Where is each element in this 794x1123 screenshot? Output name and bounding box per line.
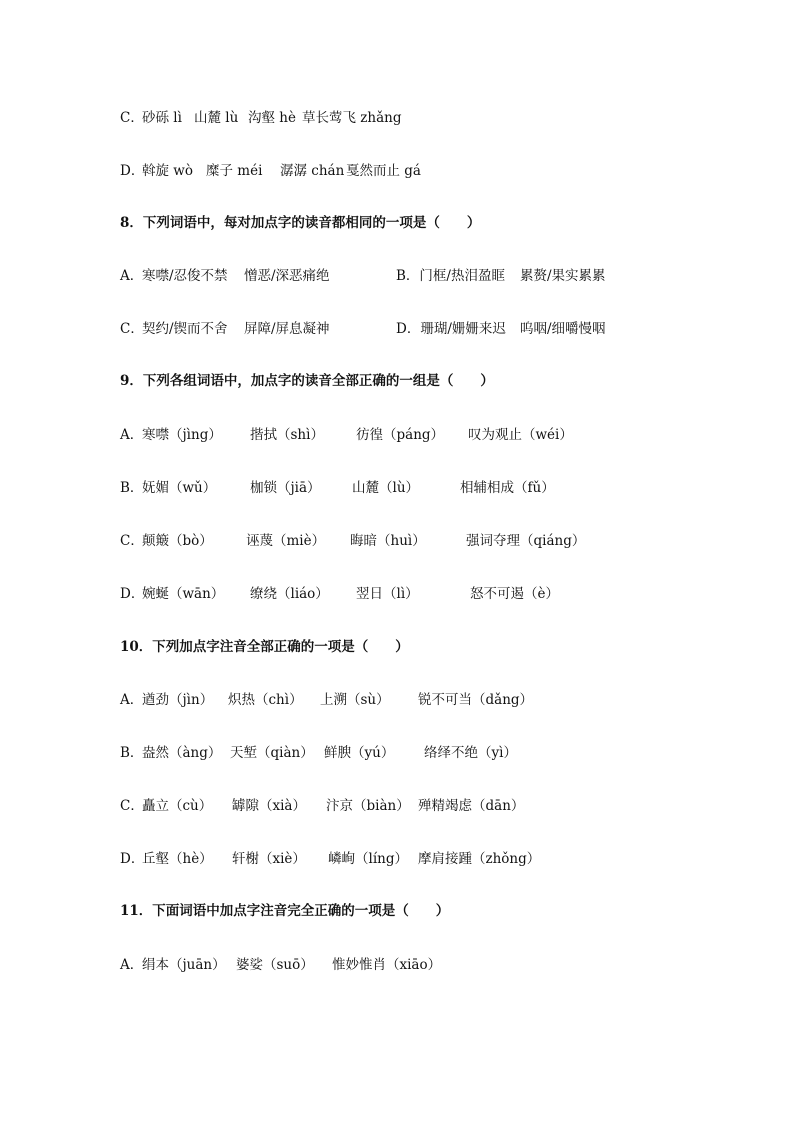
option-item: 锐不可当（dǎng） (418, 692, 534, 708)
option-item: 呜咽/细嚼慢咽 (520, 321, 606, 337)
option-d-q10 (120, 849, 760, 869)
option-d-q7 (120, 161, 760, 181)
option-item: 汴京（biàn） (326, 798, 410, 814)
option-item: 斡旋 wò (142, 163, 193, 179)
question-9: 9．下列各组词语中，加点字的读音全部正确的一组是（ ） (120, 373, 494, 389)
question-8: 8．下列词语中，每对加点字的读音都相同的一项是（ ） (120, 215, 481, 231)
option-item: 遒劲（jìn） (142, 692, 214, 708)
option-item: 盎然（àng） (142, 745, 222, 761)
option-item: 契约/锲而不舍 (142, 321, 228, 337)
option-item: 彷徨（páng） (356, 427, 445, 443)
option-label: B． (120, 480, 144, 496)
option-label: A． (120, 957, 144, 973)
option-item: 丘壑（hè） (142, 851, 213, 867)
option-label: D． (120, 163, 145, 179)
option-item: 晦暗（huì） (350, 533, 426, 549)
option-item: 叹为观止（wéi） (468, 427, 573, 443)
option-label: C． (120, 533, 144, 549)
option-item: 砂砾 lì (142, 110, 182, 126)
option-item: 翌日（lì） (356, 586, 419, 602)
option-item: 沟壑 hè (248, 110, 296, 126)
option-item: 草长莺飞 zhǎng (302, 110, 402, 126)
option-item: 络绎不绝（yì） (424, 745, 517, 761)
option-item: 罅隙（xià） (232, 798, 306, 814)
option-label: C． (120, 110, 144, 126)
option-item: 天堑（qiàn） (230, 745, 314, 761)
option-item: 揩拭（shì） (250, 427, 324, 443)
option-label: C． (120, 321, 144, 337)
option-item: 寒噤/忍俊不禁 (142, 268, 228, 284)
question-10: 10．下列加点字注音全部正确的一项是（ ） (120, 639, 409, 655)
option-label: A． (120, 268, 144, 284)
option-item: 摩肩接踵（zhǒng） (418, 851, 541, 867)
option-a-q11 (120, 955, 760, 975)
option-a-q9 (120, 425, 760, 445)
option-item: 矗立（cù） (142, 798, 213, 814)
option-item: 惟妙惟肖（xiāo） (332, 957, 442, 973)
option-label: D． (120, 586, 145, 602)
option-item: 婉蜒（wān） (142, 586, 225, 602)
option-item: 枷锁（jiā） (250, 480, 321, 496)
option-a-q8 (120, 266, 760, 286)
option-item: 轩榭（xiè） (232, 851, 306, 867)
option-b-q9 (120, 478, 760, 498)
option-item: 诬蔑（miè） (246, 533, 326, 549)
option-item: 上溯（sù） (320, 692, 390, 708)
option-item: 屏障/屏息凝神 (244, 321, 330, 337)
option-item: 殚精竭虑（dān） (418, 798, 525, 814)
option-item: 颠簸（bò） (142, 533, 213, 549)
option-item: 鲜腴（yú） (324, 745, 395, 761)
option-item: 婆娑（suō） (236, 957, 314, 973)
option-label: B． (120, 745, 144, 761)
option-b-q10 (120, 743, 760, 763)
option-item: 寒噤（jìng） (142, 427, 222, 443)
option-item: 糜子 méi (206, 163, 263, 179)
option-item: 缭绕（liáo） (250, 586, 329, 602)
option-label: A． (120, 692, 144, 708)
option-item: 山麓 lù (194, 110, 239, 126)
option-c-q8 (120, 319, 760, 339)
option-label: D． (120, 851, 145, 867)
option-c-q9 (120, 531, 760, 551)
option-item: 戛然而止 gá (346, 163, 421, 179)
option-item: B．门框/热泪盈眶 (396, 268, 505, 284)
option-item: 妩媚（wǔ） (142, 480, 217, 496)
option-item: 嶙峋（líng） (328, 851, 408, 867)
option-d-q9 (120, 584, 760, 604)
option-item: 山麓（lù） (352, 480, 420, 496)
option-item: 憎恶/深恶痛绝 (244, 268, 330, 284)
option-item: 绢本（juān） (142, 957, 226, 973)
question-11: 11．下面词语中加点字注音完全正确的一项是（ ） (120, 903, 450, 919)
option-label: A． (120, 427, 144, 443)
option-item: D．珊瑚/姗姗来迟 (396, 321, 506, 337)
option-a-q10 (120, 690, 760, 710)
option-c-q10 (120, 796, 760, 816)
option-item: 潺潺 chán (280, 163, 345, 179)
option-c-q7 (120, 108, 760, 128)
option-item: 怒不可遏（è） (470, 586, 559, 602)
option-item: 强词夺理（qiáng） (466, 533, 586, 549)
option-item: 相辅相成（fǔ） (460, 480, 555, 496)
option-item: 炽热（chì） (228, 692, 303, 708)
option-label: C． (120, 798, 144, 814)
option-item: 累赘/果实累累 (520, 268, 606, 284)
